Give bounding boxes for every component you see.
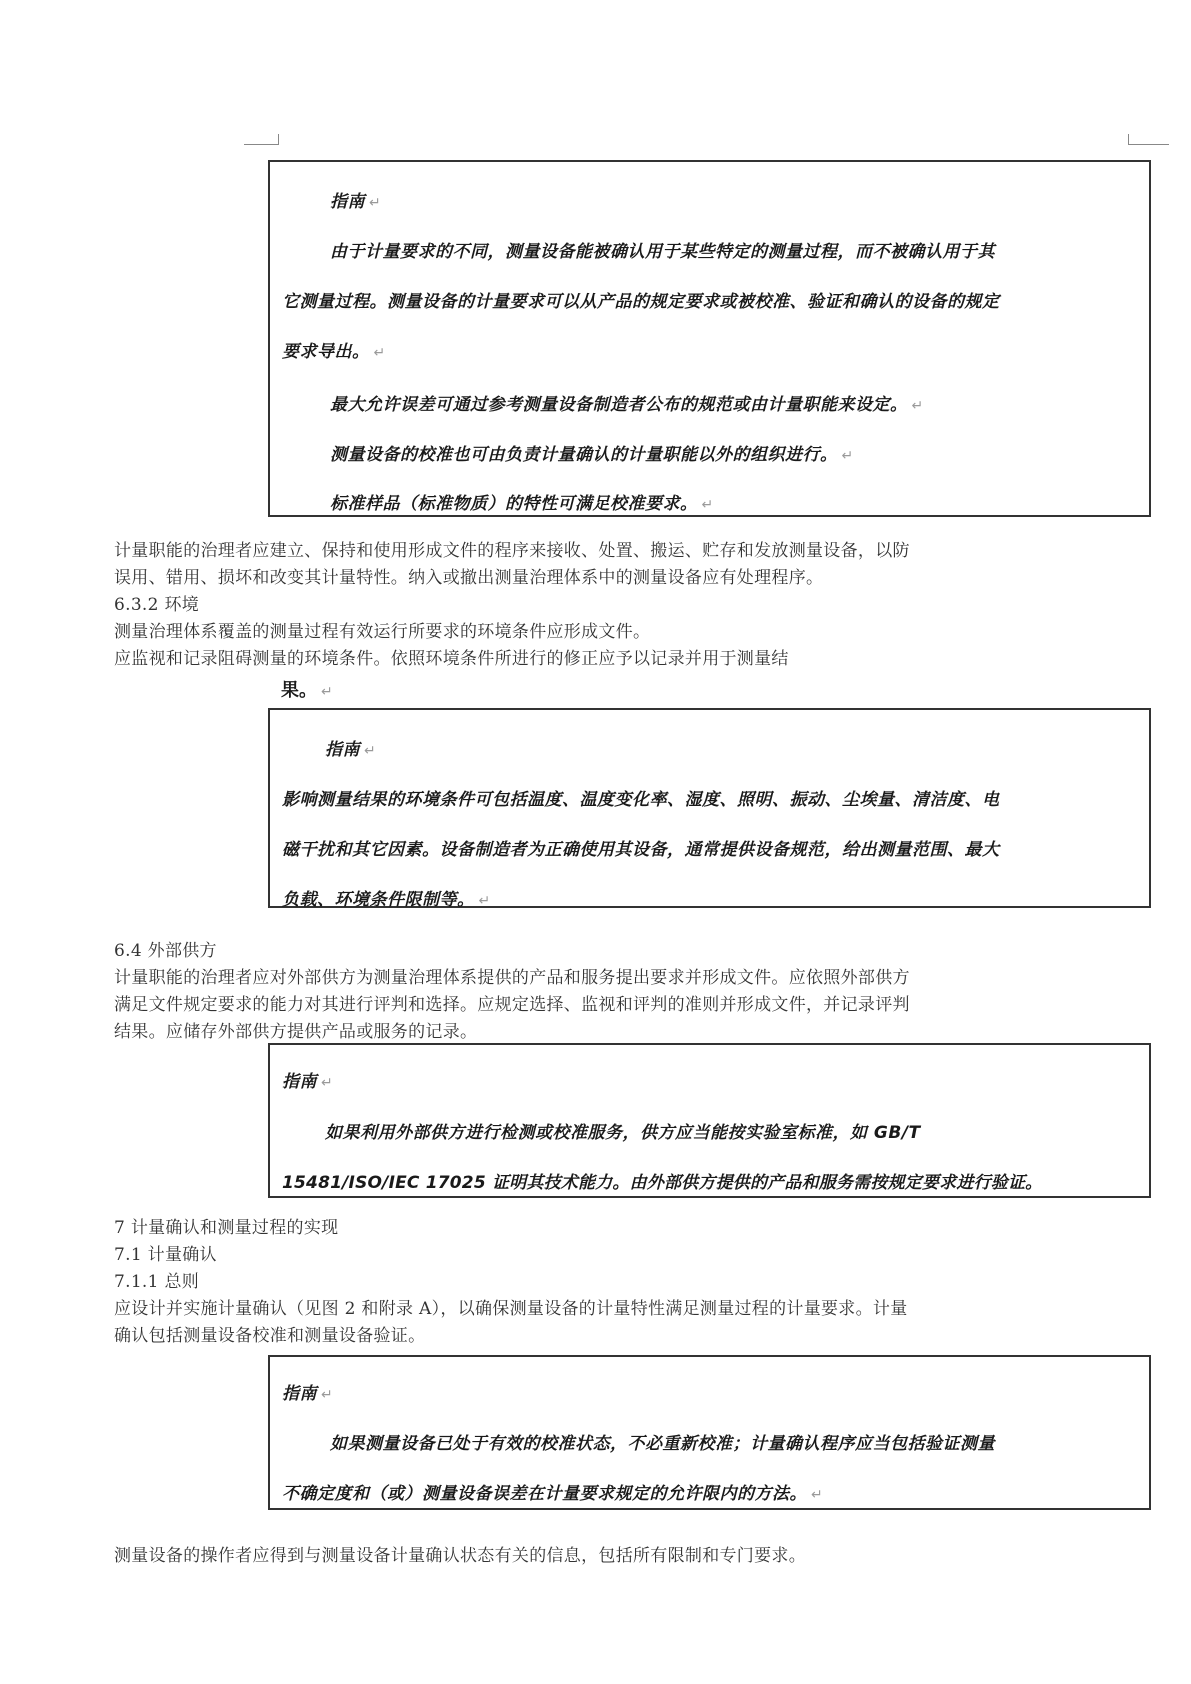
- guide-line: 如果测量设备已处于有效的校准状态，不必重新校准；计量确认程序应当包括验证测量: [330, 1434, 995, 1454]
- guide-box-1: [268, 160, 1151, 517]
- paragraph-line: 结果。应储存外部供方提供产品或服务的记录。: [114, 1022, 478, 1042]
- page-corner-right: [1128, 134, 1169, 145]
- page-corner-left: [244, 134, 279, 145]
- paragraph-line: 应监视和记录阻碍测量的环境条件。依照环境条件所进行的修正应予以记录并用于测量结: [114, 649, 789, 669]
- guide-line: 磁干扰和其它因素。设备制造者为正确使用其设备，通常提供设备规范，给出测量范围、最大: [282, 840, 1000, 860]
- paragraph-continuation: 果。 ↵: [281, 680, 333, 701]
- guide-title: 指南 ↵: [325, 740, 377, 760]
- guide-box-3: [268, 1043, 1151, 1198]
- guide-line: 由于计量要求的不同，测量设备能被确认用于某些特定的测量过程，而不被确认用于其: [330, 242, 995, 262]
- guide-box-2: [268, 708, 1151, 908]
- section-heading: 7 计量确认和测量过程的实现: [114, 1218, 339, 1238]
- guide-line: 最大允许误差可通过参考测量设备制造者公布的规范或由计量职能来设定。 ↵: [330, 395, 924, 415]
- guide-line: 15481/ISO/IEC 17025 证明其技术能力。由外部供方提供的产品和服务需按规定要求进行验证。: [282, 1173, 1043, 1193]
- paragraph-line: 确认包括测量设备校准和测量设备验证。: [114, 1326, 426, 1346]
- guide-line: 负载、环境条件限制等。 ↵: [282, 890, 491, 910]
- guide-title: 指南 ↵: [282, 1384, 334, 1404]
- guide-line: 不确定度和（或）测量设备误差在计量要求规定的允许限内的方法。 ↵: [282, 1484, 824, 1504]
- section-sub-heading: 7.1 计量确认: [114, 1245, 217, 1265]
- paragraph-line: 应设计并实施计量确认（见图 2 和附录 A），以确保测量设备的计量特性满足测量过程的计量要求。计量: [114, 1299, 908, 1319]
- guide-line: 要求导出。 ↵: [282, 342, 386, 362]
- section-sub-sub-heading: 7.1.1 总则: [114, 1272, 200, 1292]
- guide-line: 测量设备的校准也可由负责计量确认的计量职能以外的组织进行。 ↵: [330, 445, 854, 465]
- paragraph-line: 计量职能的治理者应建立、保持和使用形成文件的程序来接收、处置、搬运、贮存和发放测量设备，以防: [114, 541, 910, 561]
- guide-box-4: [268, 1355, 1151, 1510]
- section-heading: 6.4 外部供方: [114, 941, 217, 961]
- guide-title: 指南 ↵: [282, 1072, 334, 1092]
- paragraph-line: 满足文件规定要求的能力对其进行评判和选择。应规定选择、监视和评判的准则并形成文件，并记录评判: [114, 995, 910, 1015]
- guide-line: 标准样品（标准物质）的特性可满足校准要求。 ↵: [330, 494, 714, 514]
- section-heading: 6.3.2 环境: [114, 595, 200, 615]
- closing-line: 测量设备的操作者应得到与测量设备计量确认状态有关的信息，包括所有限制和专门要求。: [114, 1546, 806, 1566]
- paragraph-line: 误用、错用、损坏和改变其计量特性。纳入或撤出测量治理体系中的测量设备应有处理程序。: [114, 568, 824, 588]
- guide-title: 指南 ↵: [330, 192, 382, 212]
- paragraph-line: 测量治理体系覆盖的测量过程有效运行所要求的环境条件应形成文件。: [114, 622, 651, 642]
- paragraph-line: 计量职能的治理者应对外部供方为测量治理体系提供的产品和服务提出要求并形成文件。应依照外部供方: [114, 968, 910, 988]
- guide-line: 如果利用外部供方进行检测或校准服务，供方应当能按实验室标准，如 GB/T: [325, 1123, 921, 1143]
- guide-line: 影响测量结果的环境条件可包括温度、温度变化率、湿度、照明、振动、尘埃量、清洁度、电: [282, 790, 1000, 810]
- guide-line: 它测量过程。测量设备的计量要求可以从产品的规定要求或被校准、验证和确认的设备的规定: [282, 292, 1000, 312]
